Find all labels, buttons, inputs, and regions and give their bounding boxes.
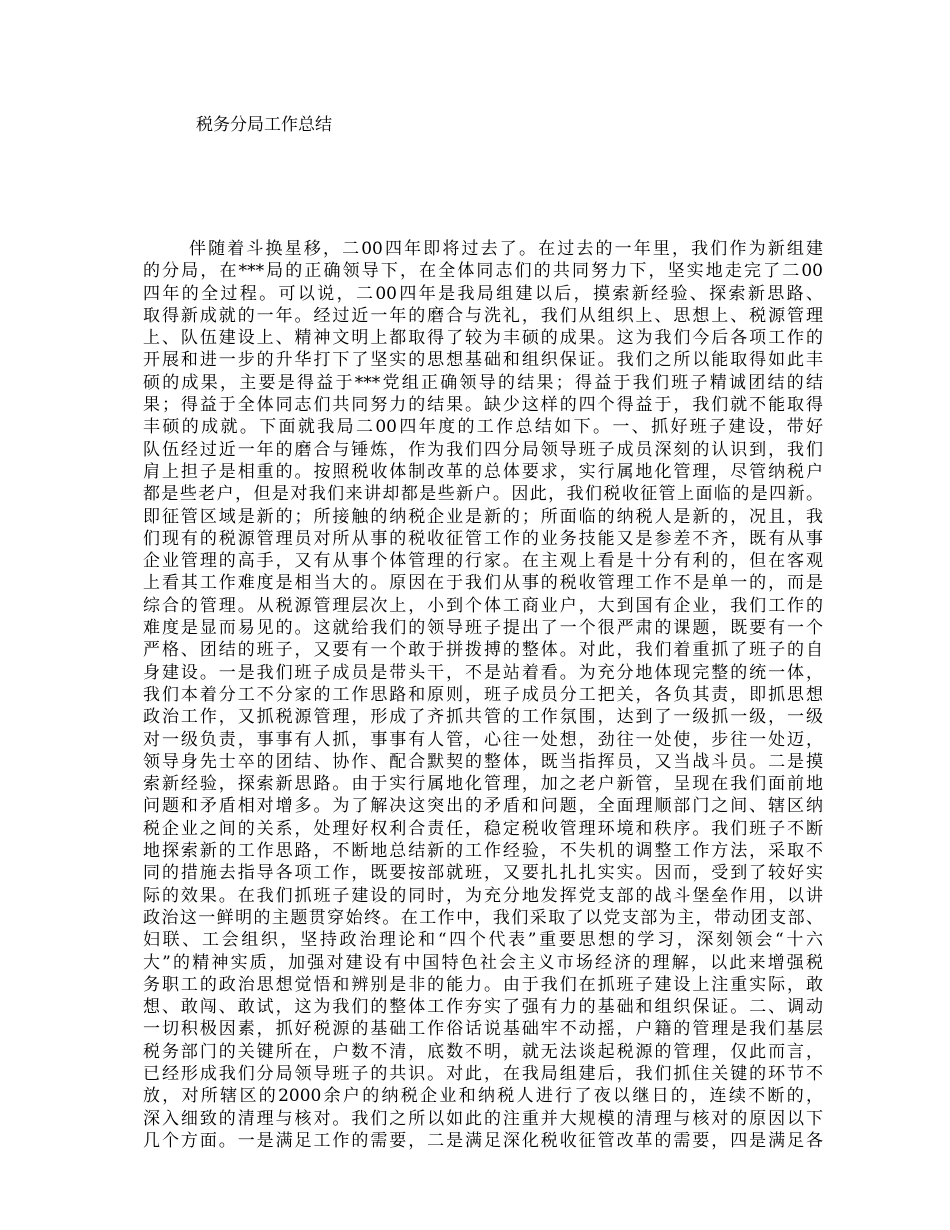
body-line: 深入细致的清理与核对。我们之所以如此的注重并大规模的清理与核对的原因以下	[143, 1108, 823, 1129]
body-line: 们现有的税源管理员对所从事的税收征管工作的业务技能又是参差不齐，既有从事	[143, 528, 823, 549]
body-line: 取得新成就的一年。经过近一年的磨合与洗礼，我们从组织上、思想上、税源管理	[143, 305, 823, 326]
body-line: 已经形成我们分局领导班子的共识。对此，在我局组建后，我们抓住关键的环节不	[143, 1063, 823, 1084]
body-line: 的分局，在***局的正确领导下，在全体同志们的共同努力下，坚实地走完了二00	[143, 261, 823, 282]
body-line: 伴随着斗换星移，二00四年即将过去了。在过去的一年里，我们作为新组建	[189, 239, 823, 259]
body-line: 妇联、工会组织，坚持政治理论和“四个代表”重要思想的学习，深刻领会“十六	[143, 930, 823, 951]
body-line: 政治这一鲜明的主题贯穿始终。在工作中，我们采取了以党支部为主，带动团支部、	[143, 907, 823, 928]
body-line: 索新经验，探索新思路。由于实行属地化管理，加之老户新管，呈现在我们面前地	[143, 774, 823, 795]
body-line: 上看其工作难度是相当大的。原因在于我们从事的税收管理工作不是单一的，而是	[143, 573, 823, 594]
body-line: 问题和矛盾相对增多。为了解决这突出的矛盾和问题，全面理顺部门之间、辖区纳	[143, 796, 823, 817]
body-line: 际的效果。在我们抓班子建设的同时，为充分地发挥党支部的战斗堡垒作用，以讲	[143, 885, 823, 906]
body-line: 肩上担子是相重的。按照税收体制改革的总体要求，实行属地化管理，尽管纳税户	[143, 461, 823, 482]
body-line: 想、敢闯、敢试，这为我们的整体工作夯实了强有力的基础和组织保证。二、调动	[143, 997, 823, 1018]
body-line: 地探索新的工作思路，不断地总结新的工作经验，不失机的调整工作方法，采取不	[143, 841, 823, 862]
body-line: 上、队伍建设上、精神文明上都取得了较为丰硕的成果。这为我们今后各项工作的	[143, 328, 823, 349]
body-line: 政治工作，又抓税源管理，形成了齐抓共管的工作氛围，达到了一级抓一级，一级	[143, 707, 823, 728]
body-line: 放，对所辖区的2000余户的纳税企业和纳税人进行了夜以继日的，连续不断的，	[143, 1086, 823, 1107]
document-title: 税务分局工作总结	[196, 115, 332, 135]
body-line: 果；得益于全体同志们共同努力的结果。缺少这样的四个得益于，我们就不能取得	[143, 395, 823, 416]
body-line: 同的措施去指导各项工作，既要按部就班，又要扎扎扎实实。因而，受到了较好实	[143, 863, 823, 884]
body-line: 严格、团结的班子，又要有一个敢于拼拨搏的整体。对此，我们着重抓了班子的自	[143, 640, 823, 661]
body-line: 企业管理的高手，又有从事个体管理的行家。在主观上看是十分有利的，但在客观	[143, 551, 823, 572]
body-line: 队伍经过近一年的磨合与锤炼，作为我们四分局领导班子成员深刻的认识到，我们	[143, 439, 823, 460]
body-line: 我们本着分工不分家的工作思路和原则，班子成员分工把关，各负其责，即抓思想	[143, 684, 823, 705]
body-line: 税企业之间的关系，处理好权利合责任，稳定税收管理环境和秩序。我们班子不断	[143, 818, 823, 839]
body-line: 四年的全过程。可以说，二00四年是我局组建以后，摸索新经验、探索新思路、	[143, 283, 823, 304]
body-line: 务职工的政治思想觉悟和辨别是非的能力。由于我们在抓班子建设上注重实际，敢	[143, 974, 823, 995]
body-line: 即征管区域是新的；所接触的纳税企业是新的；所面临的纳税人是新的，况且，我	[143, 506, 823, 527]
body-line: 综合的管理。从税源管理层次上，小到个体工商业户，大到国有企业，我们工作的	[143, 595, 823, 616]
body-line: 对一级负责，事事有人抓，事事有人管，心往一处想，劲往一处使，步往一处迈，	[143, 729, 823, 750]
document-body	[143, 238, 823, 1152]
body-line: 难度是显而易见的。这就给我们的领导班子提出了一个很严肃的课题，既要有一个	[143, 618, 823, 639]
body-line: 几个方面。一是满足工作的需要，二是满足深化税收征管改革的需要，四是满足各	[143, 1130, 823, 1151]
body-line: 税务部门的关键所在，户数不清，底数不明，就无法谈起税源的管理，仅此而言，	[143, 1041, 823, 1062]
body-line: 大”的精神实质，加强对建设有中国特色社会主义市场经济的理解，以此来增强税	[143, 952, 823, 973]
body-line: 硕的成果，主要是得益于***党组正确领导的结果；得益于我们班子精诚团结的结	[143, 372, 823, 393]
body-line: 领导身先士卒的团结、协作、配合默契的整体，既当指挥员，又当战斗员。二是摸	[143, 751, 823, 772]
body-line: 一切积极因素，抓好税源的基础工作俗话说基础牢不动摇，户籍的管理是我们基层	[143, 1019, 823, 1040]
body-line: 都是些老户，但是对我们来讲却都是些新户。因此，我们税收征管上面临的是四新。	[143, 484, 823, 505]
body-line: 身建设。一是我们班子成员是带头干，不是站着看。为充分地体现完整的统一体，	[143, 662, 823, 683]
body-line: 丰硕的成就。下面就我局二00四年度的工作总结如下。一、抓好班子建设，带好	[143, 417, 823, 438]
body-line: 开展和进一步的升华打下了坚实的思想基础和组织保证。我们之所以能取得如此丰	[143, 350, 823, 371]
